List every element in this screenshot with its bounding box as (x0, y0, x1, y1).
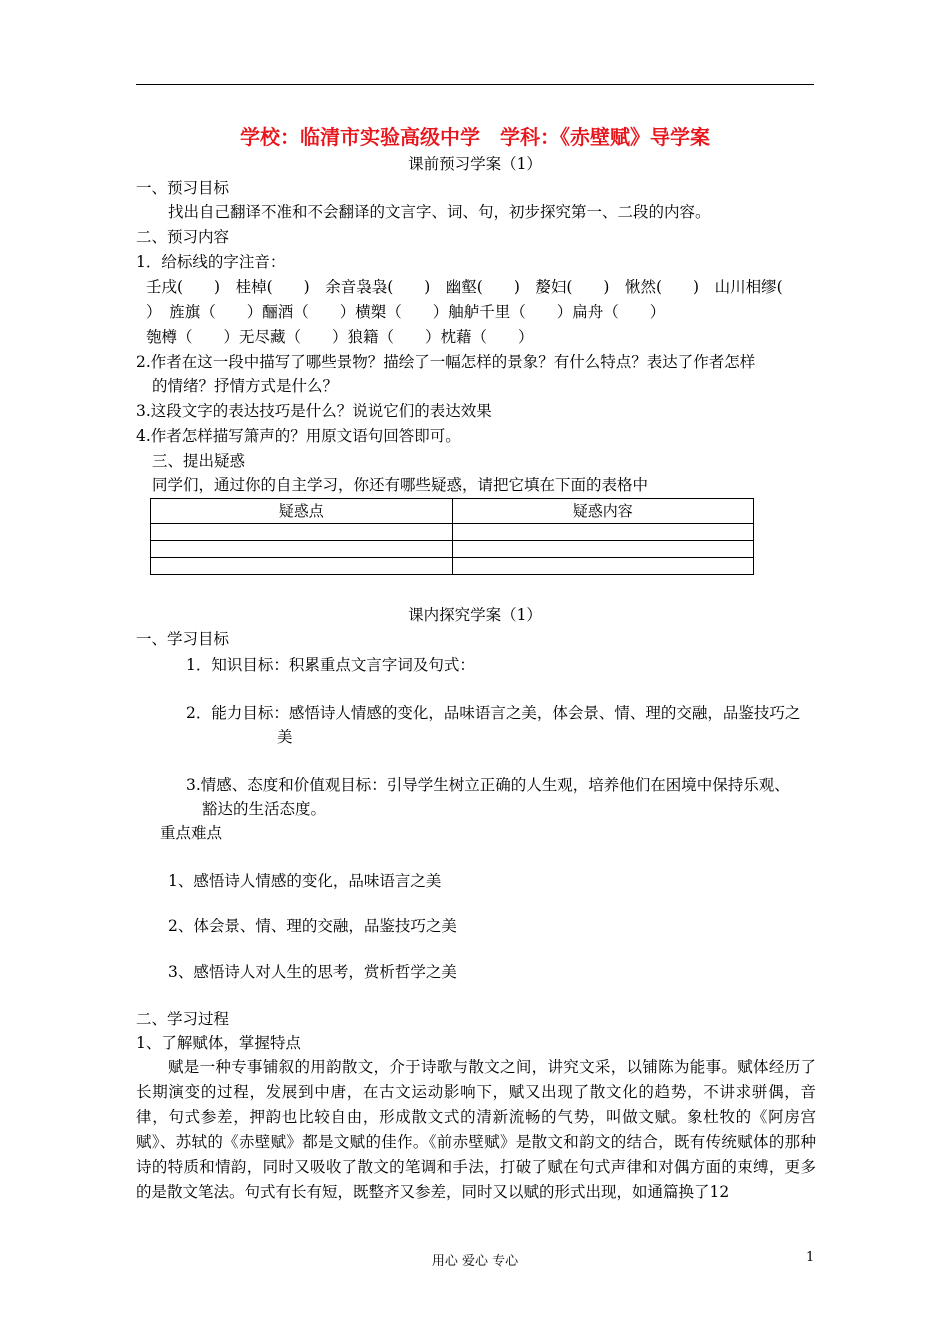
table-cell[interactable] (151, 541, 453, 558)
pre-section-2-heading: 二、预习内容 (136, 228, 230, 246)
pre-section-3-heading: 三、提出疑惑 (152, 452, 246, 470)
table-cell[interactable] (452, 524, 754, 541)
header-rule (136, 84, 814, 85)
pre-class-heading: 课前预习学案（1） (408, 155, 542, 173)
table-header-doubt-content: 疑惑内容 (452, 499, 754, 524)
pre-section-1-text: 找出自己翻译不准和不会翻译的文言字、词、句，初步探究第一、二段的内容。 (168, 203, 711, 221)
pre-section-3-text: 同学们，通过你的自主学习，你还有哪些疑惑，请把它填在下面的表格中 (152, 476, 649, 494)
footer-text: 用心 爱心 专心 (431, 1254, 519, 1269)
page-number: 1 (806, 1250, 815, 1265)
in-section-2-heading: 二、学习过程 (136, 1010, 230, 1028)
table-header-doubt-point: 疑惑点 (151, 499, 453, 524)
key-point-2: 2、体会景、情、理的交融，品鉴技巧之美 (168, 917, 457, 935)
document-title: 学校：临清市实验高级中学 学科：《赤壁赋》导学案 (240, 125, 710, 149)
pinyin-line-2: ） 旌旗（ ）酾酒（ ）横槊（ ）舳舻千里（ ）扁舟（ ） (146, 303, 666, 321)
doubts-table (150, 498, 754, 575)
pinyin-line-3: 匏樽（ ）无尽藏（ ）狼籍（ ）枕藉（ ） (146, 328, 534, 346)
in-section-1-heading: 一、学习目标 (136, 630, 230, 648)
goal-1: 1．知识目标：积累重点文言字词及句式： (186, 656, 475, 674)
pre-section-1-heading: 一、预习目标 (136, 179, 230, 197)
process-1-heading: 1、了解赋体，掌握特点 (136, 1034, 301, 1052)
question-1: 1．给标线的字注音： (136, 253, 286, 271)
fu-paragraph: 赋是一种专事铺叙的用韵散文，介于诗歌与散文之间，讲究文采，以铺陈为能事。赋体经历了长期演变的过程，发展到中唐，在古文运动影响下，赋又出现了散文化的趋势，不讲求骈偶，音律，句式参差，押韵也比较自由，形成散文式的清新流畅的气势，叫做文赋。象杜牧的《阿房宫赋》、苏轼的《赤壁赋》都是文赋的佳作。《前赤壁赋》是散文和韵文的结合，既有传统赋体的那种诗的特质和情韵，同时又吸收了散文的笔调和手法，打破了赋在句式声律和对偶方面的束缚，更多的是散文笔法。句式有长有短，既整齐又参差，同时又以赋的形式出现，如通篇换了12 (136, 1058, 816, 1201)
in-class-heading: 课内探究学案（1） (408, 606, 542, 624)
pinyin-line-1: 壬戌( ) 桂棹( ) 余音袅袅( ) 幽壑( ) 嫠妇( ) 愀然( ) 山川相缪( (146, 278, 783, 296)
table-cell[interactable] (452, 541, 754, 558)
question-2: 2.作者在这一段中描写了哪些景物？描绘了一幅怎样的景象？有什么特点？表达了作者怎样 (136, 353, 756, 371)
key-point-1: 1、感悟诗人情感的变化，品味语言之美 (168, 872, 442, 890)
goal-2-cont: 美 (277, 728, 293, 746)
table-cell[interactable] (151, 524, 453, 541)
key-point-3: 3、感悟诗人对人生的思考，赏析哲学之美 (168, 963, 457, 981)
goal-2: 2．能力目标：感悟诗人情感的变化，品味语言之美，体会景、情、理的交融，品鉴技巧之 (186, 704, 801, 722)
goal-3-cont: 豁达的生活态度。 (202, 800, 327, 818)
question-3: 3.这段文字的表达技巧是什么？说说它们的表达效果 (136, 402, 492, 420)
question-4: 4.作者怎样描写箫声的？用原文语句回答即可。 (136, 427, 461, 445)
table-cell[interactable] (452, 558, 754, 575)
table-cell[interactable] (151, 558, 453, 575)
question-2-cont: 的情绪？抒情方式是什么？ (152, 377, 339, 395)
key-points-heading: 重点难点 (160, 824, 223, 842)
goal-3: 3.情感、态度和价值观目标：引导学生树立正确的人生观，培养他们在困境中保持乐观、 (186, 776, 790, 794)
